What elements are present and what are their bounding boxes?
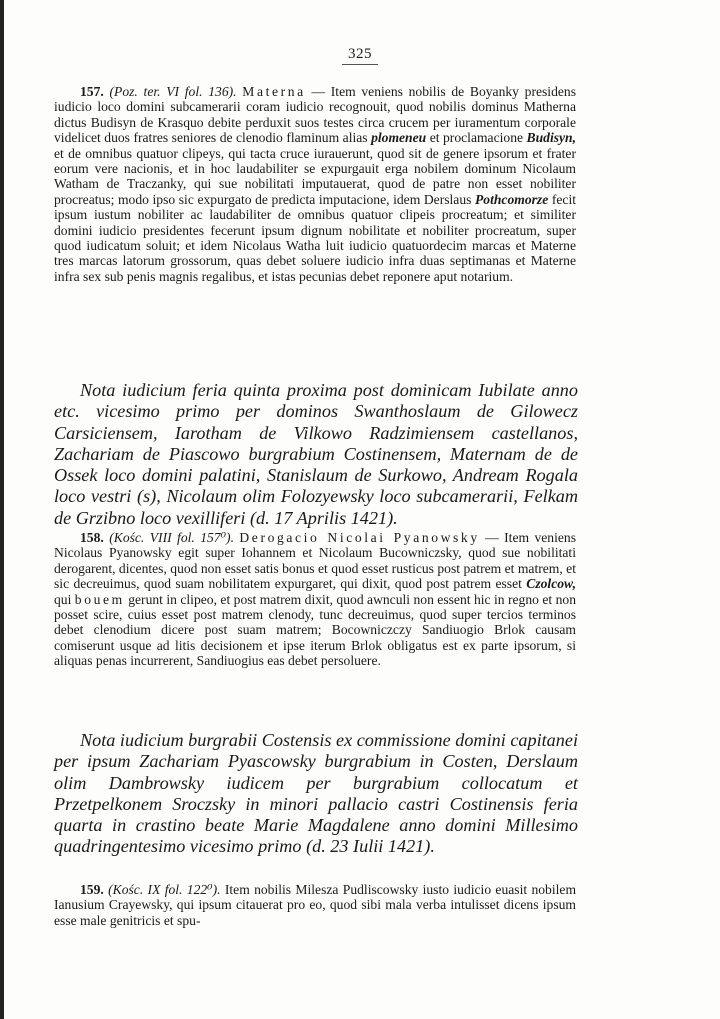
nota-1-text: Nota iudicium feria quinta proxima post dominicam Iubilate anno etc. vicesimo primo per dominos Swanthoslaum de Gilowecz Carsiciensem, Iarotham de Vilkowo Radzimiensem castellanos, Zachariam de Piascowo burgrabium Costinensem, Maternam de de Ossek loco domini palatini, Stanislaum de Surkowo, Andream Rogala loco vestri (s), Nicolaum olim Folozyewsky loco subcamerarii, Felkam de Grzibno loco vexilliferi (d. 17 Aprilis 1421). [54,380,578,528]
entry-157-number: 157. [80,84,104,99]
entry-157-heading: Materna [242,84,306,99]
nota-iudicium-1 [54,380,578,529]
entry-158-text-2: qui [54,591,75,607]
entry-158-paragraph [54,530,576,669]
entry-157-text-2: et proclamacione [426,130,527,146]
entry-158-heading: Derogacio Nicolai Pyanowsky [239,530,480,545]
entry-157-emphasis-2: Budisyn, [526,130,576,146]
entry-159-paragraph [54,882,576,928]
nota-iudicium-2 [54,730,578,858]
entry-157-text-3: et de omnibus quatuor clipeys, qui tacta cruce iurauerunt, quod sit de genere ipsorum et frater eorum vere nacionis, et in hoc laudabiliter se expurgauit erga nobilem dominum Nicolaum Watham de Traczanky, qui sue nobilitati imputauerat, quod de patre non esset nobiliter procreatus; modo ipso sic expurgato de predicta imputacione, idem Derslaus [54,145,576,207]
nota-2-text: Nota iudicium burgrabii Costensis ex commissione domini capitanei per ipsum Zachariam Pyascowsky burgrabium in Costen, Derslaum olim Dambrowsky iudicem per burgrabium collocatum et Przetpelkonem Sroczsky in minori pallacio castri Costinensis feria quarta in crastino beate Marie Magdalene anno domini Millesimo quadringentesimo vicesimo primo (d. 23 Iulii 1421). [54,730,578,857]
entry-159-reference: (Kośc. IX fol. 122⁰). [108,882,221,897]
entry-157-reference: (Poz. ter. VI fol. 136). [109,84,237,99]
entry-157 [54,84,576,284]
entry-158-text-1: — Item veniens Nicolaus Pyanowsky egit super Iohannem et Nicolaum Bucowniczsky, quod sue nobilitati derogarent, dicentes, quod non esset satis bonus et quod esset rusticus post patrem et matrem, et sic decreuimus, quod suam nobilitatem expurgaret, qui dixit, quod post patrem esset [54,530,576,592]
entry-157-emphasis-3: Pothcomorze [475,191,549,207]
page-number-text: 325 [342,46,378,65]
entry-158 [54,530,576,669]
entry-159 [54,882,576,928]
entry-158-number: 158. [80,530,104,545]
scan-edge [0,0,4,1019]
entry-157-emphasis-1: plomeneu [371,130,427,146]
entry-157-paragraph [54,84,576,284]
entry-157-text-4: fecit ipsum iustum nobiliter ac laudabiliter de omnibus quatuor clipeis procreatum; et similiter domini iudicio presidentes fecerunt ipsum dignum nobilitate et nobiliter procreatum, super quod iudicatum soluit; et idem Nicolaus Watha luit iudicio quatuordecim marcas et Materne tres marcas latorum grossorum, quas debet soluere iudicio infra duas septimanas et Materne infra sex sub penis magnis regalibus, et istas pecunias debet reponere aput notarium. [54,191,576,284]
entry-159-number: 159. [80,882,104,897]
entry-158-emphasis-1: Czolcow, [526,576,576,592]
page-number [0,46,720,65]
entry-158-spaced-word: bouem [74,591,125,607]
entry-159-text-1: Item nobilis Milesza Pudliscowsky iusto iudicio euasit nobilem Ianusium Crayewsky, qui ipsum citauerat pro eo, quod sibi mala verba intulisset dicens ipsum esse male genitricis et spu- [54,882,577,928]
entry-158-text-3: gerunt in clipeo, et post matrem dixit, quod awnculi non essent hic in regno et non posset scire, cuius esset post matrem clenody, tunc decreuimus, quod super tercios terminos debet clenodium dicere post suam matrem; Bocowniczczy Sandiuogio Brlok causam comiserunt usque ad litis decisionem et ipse iterum Brlok obligatus est ex parte ipsorum, si aliquas penas incurrerent, Sandiuogius eas debet persoluere. [54,591,576,669]
entry-158-reference: (Kośc. VIII fol. 157⁰). [109,530,234,545]
entry-157-text-1: — Item veniens nobilis de Boyanky presidens iudicio loco domini subcamerarii coram iudicio recognouit, quod nobilis dominus Matherna dictus Budisyn de Krasquo debite perduxit suos testes circa crucem per iuramentum corporale videlicet duos fratres seniores de clenodio flaminum alias [54,84,577,146]
